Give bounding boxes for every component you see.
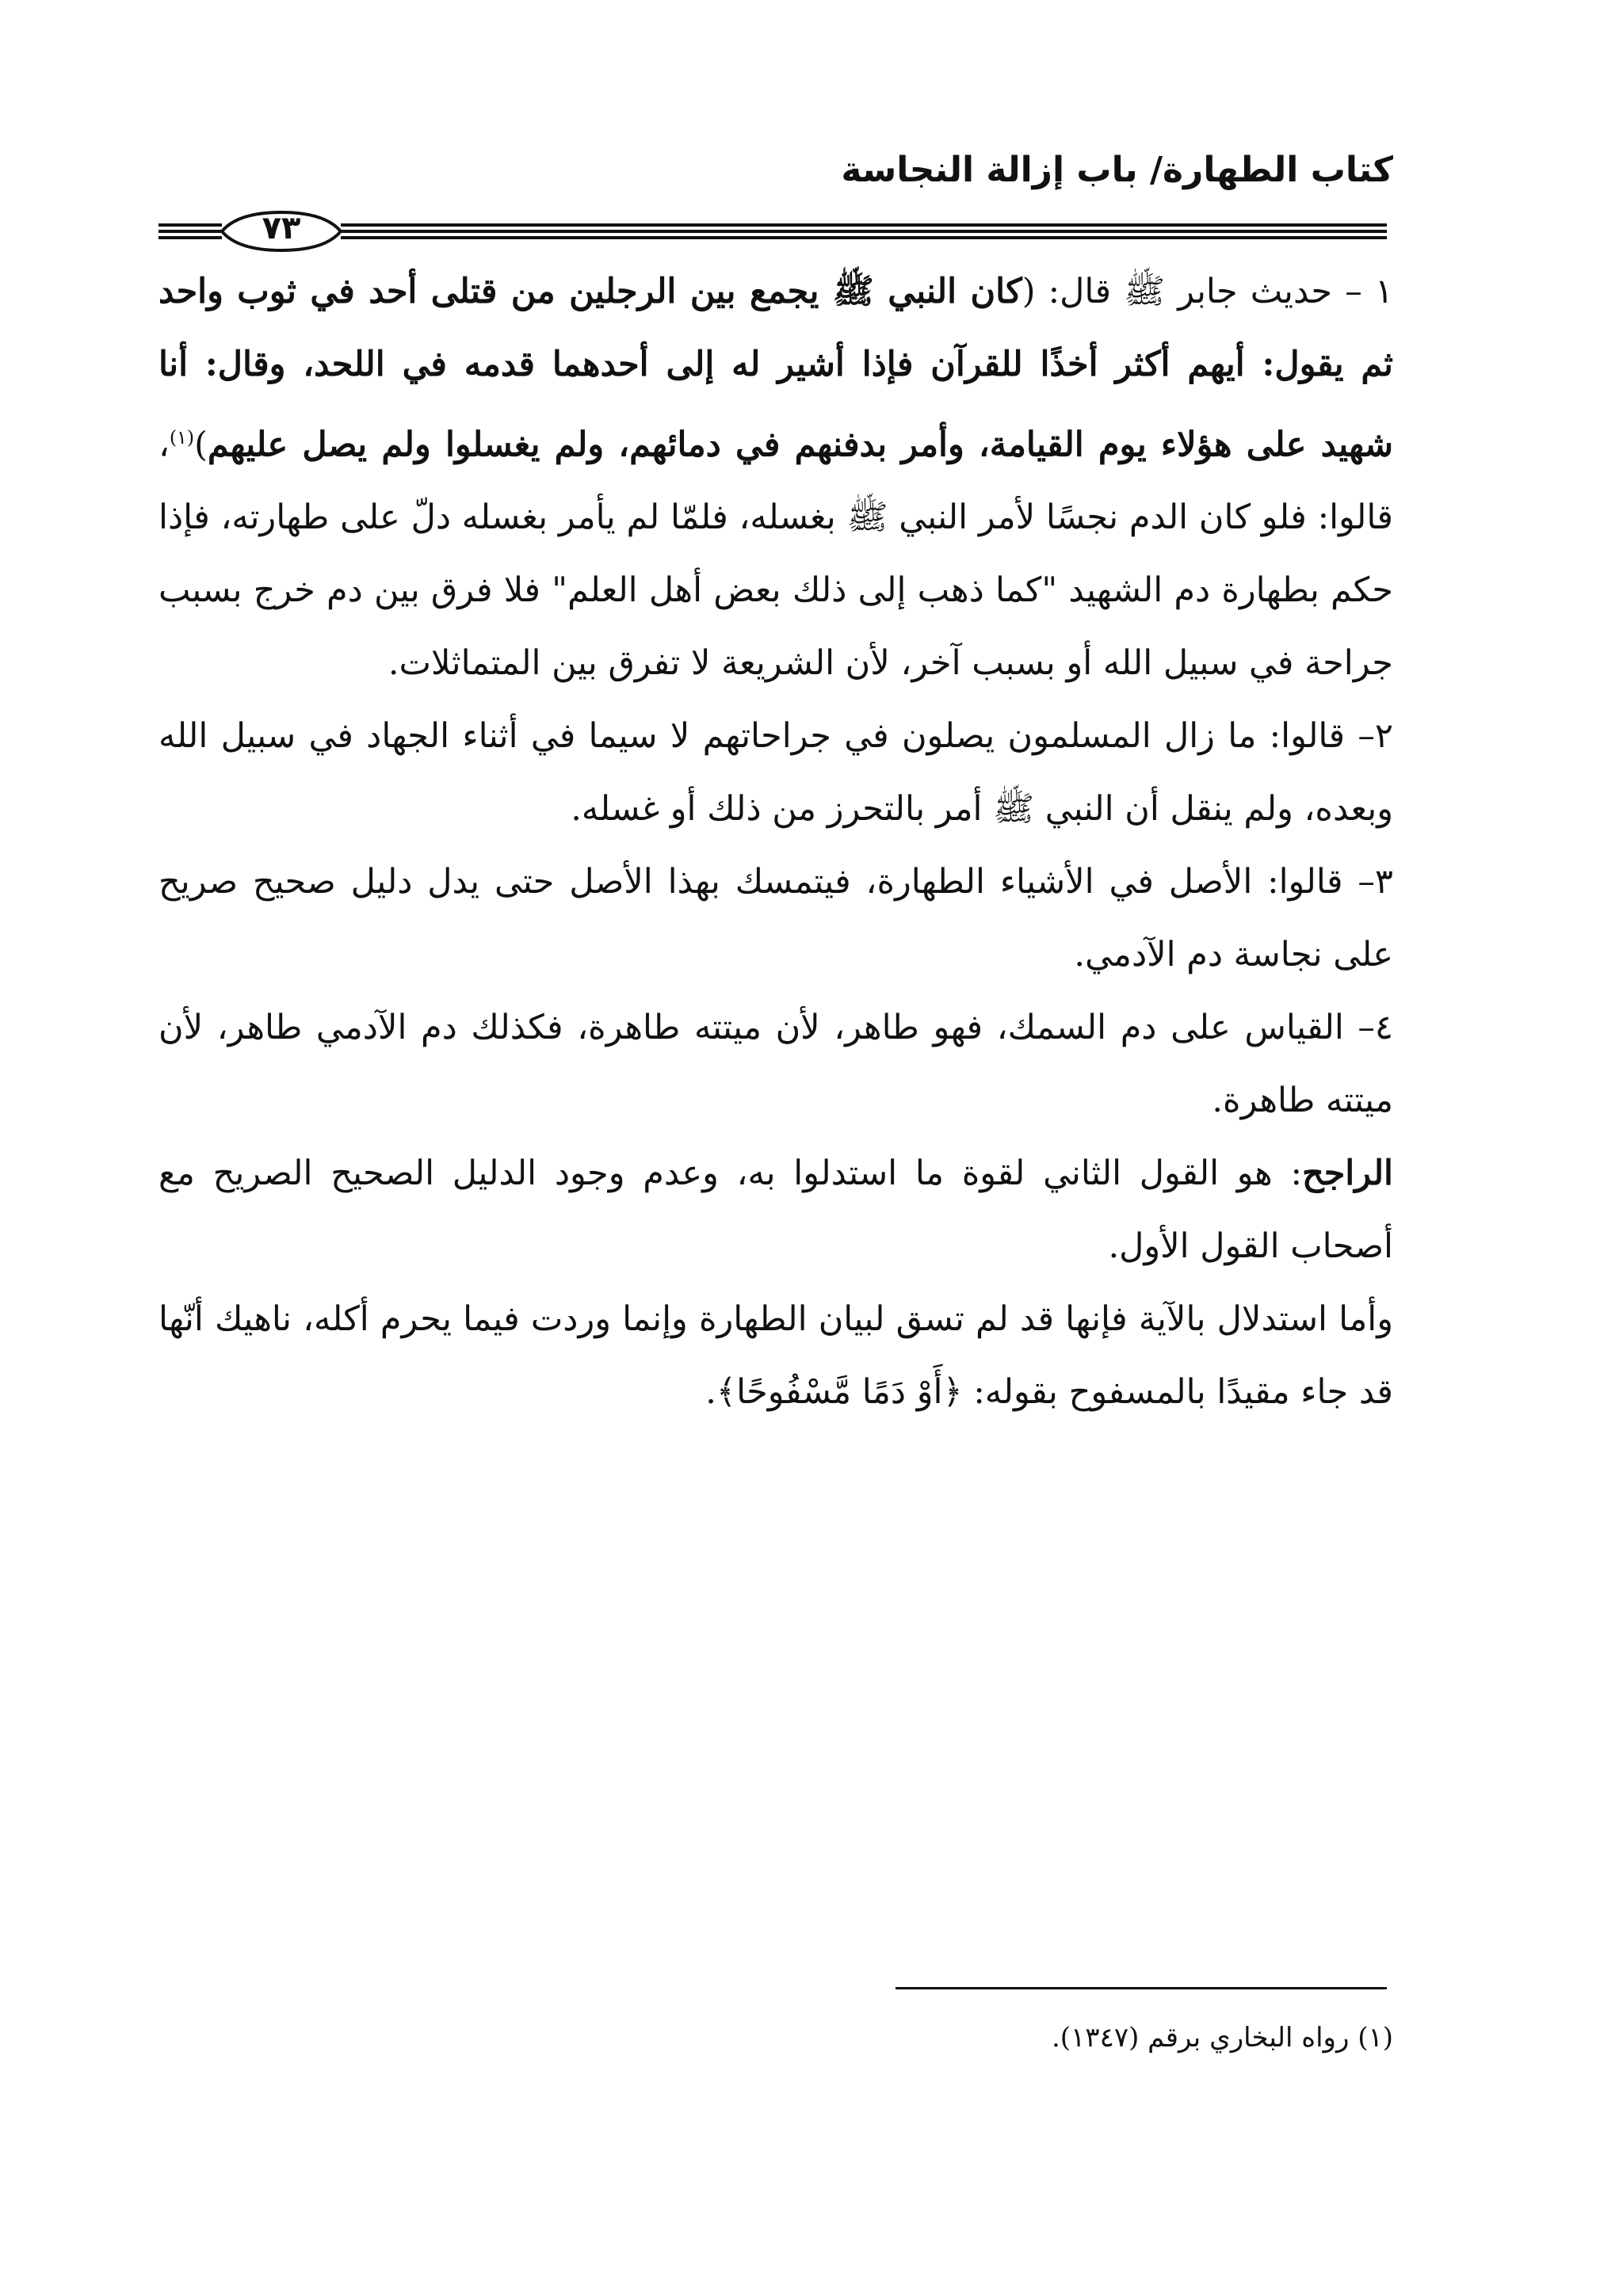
- paragraph-6: وأما استدلال بالآية فإنها قد لم تسق لبيان الطهارة وإنما وردت فيما يحرم أكله، ناهيك أنّها قد جاء مقيدًا بالمسفوح بقوله: ﴿أَوْ دَمًا مَّسْفُوحًا﴾.: [158, 1299, 1393, 1413]
- body-text: [158, 255, 1393, 1428]
- paragraph-1-intro: ١ – حديث جابر ﷺ قال: (: [1022, 272, 1393, 311]
- hadith-quote: كان النبي ﷺ يجمع بين الرجلين من قتلى أحد في ثوب واحد ثم يقول: أيهم أكثر أخذًا للقرآن فإذا أشير له إلى أحدهما قدمه في اللحد، وقال: أنا شهيد على هؤلاء يوم القيامة، وأمر بدفنهم في دمائهم، ولم يغسلوا ولم يصل عليهم: [158, 272, 1393, 465]
- preponderant-text: : هو القول الثاني لقوة ما استدلوا به، وعدم وجود الدليل الصحيح الصريح مع أصحاب القول الأول.: [158, 1154, 1393, 1267]
- paragraph-1-argument: ، قالوا: فلو كان الدم نجسًا لأمر النبي ﷺ بغسله، فلمّا لم يأمر بغسله دلّ على طهارته، فإذا حكم بطهارة دم الشهيد "كما ذهب إلى ذلك بعض أهل العلم" فلا فرق بين دم خرج بسبب جراحة في سبيل الله أو بسبب آخر، لأن الشريعة لا تفرق بين المتماثلات.: [158, 425, 1393, 684]
- preponderant-label: الراجح: [1301, 1154, 1393, 1194]
- header-rule: [158, 208, 1387, 255]
- paragraph-4: ٤– القياس على دم السمك، فهو طاهر، لأن ميتته طاهرة، فكذلك دم الآدمي طاهر، لأن ميتته طاهرة.: [158, 1008, 1393, 1121]
- quote-close: ): [194, 425, 208, 465]
- footnote-1: (١) رواه البخاري برقم (١٣٤٧).: [1051, 2022, 1393, 2054]
- footnote-ref-1[interactable]: (١): [169, 426, 195, 448]
- paragraph-3: ٣– قالوا: الأصل في الأشياء الطهارة، فيتمسك بهذا الأصل حتى يدل دليل صحيح صريح على نجاسة دم الآدمي.: [158, 862, 1393, 975]
- footnote-separator: [896, 1987, 1387, 1989]
- running-title: كتاب الطهارة/ باب إزالة النجاسة: [841, 150, 1393, 190]
- page-number: ٧٣: [262, 210, 301, 246]
- header-rule-lines: [158, 208, 1387, 255]
- paragraph-5: [158, 1137, 1393, 1283]
- paragraph-1: [158, 255, 1393, 700]
- paragraph-2: ٢– قالوا: ما زال المسلمون يصلون في جراحاتهم لا سيما في أثناء الجهاد في سبيل الله وبعده، ولم ينقل أن النبي ﷺ أمر بالتحرز من ذلك أو غسله.: [158, 716, 1393, 830]
